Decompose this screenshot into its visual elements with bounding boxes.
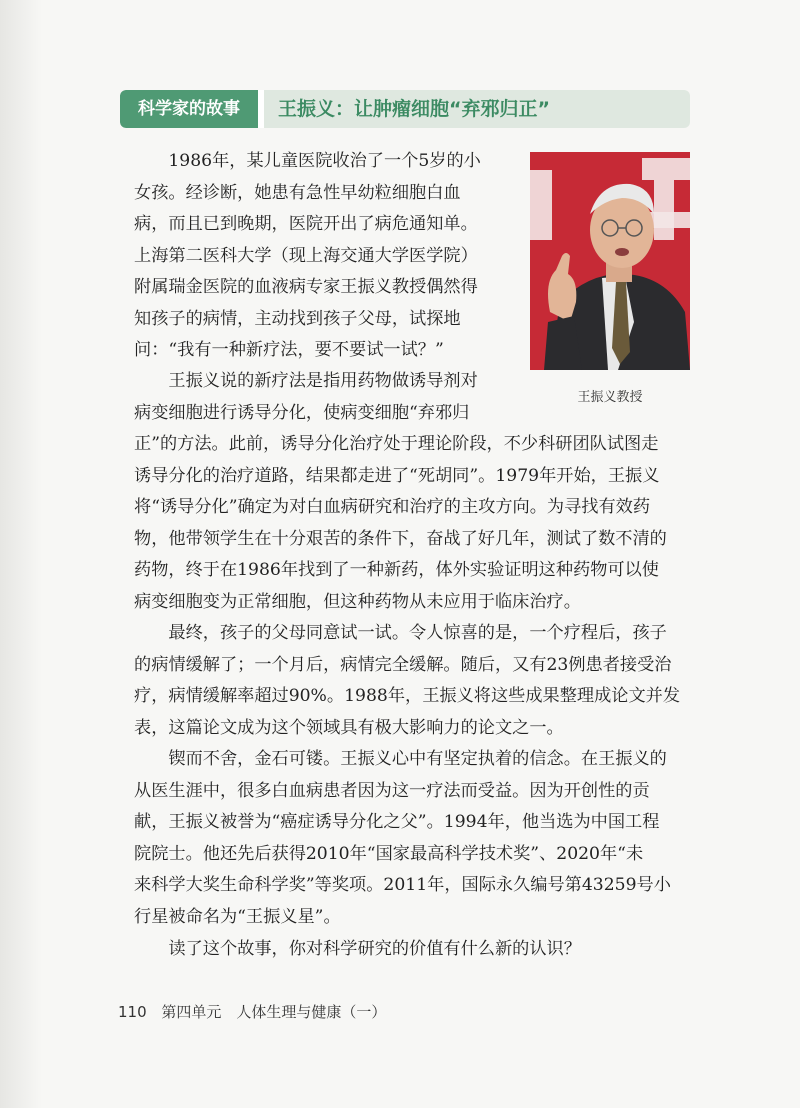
text-line: 最终，孩子的父母同意试一试。令人惊喜的是，一个疗程后，孩子 (134, 623, 667, 643)
text-line: 正”的方法。此前，诱导分化治疗处于理论阶段，不少科研团队试图走 (134, 434, 659, 454)
section-header (120, 90, 690, 128)
text-line: 药物，终于在1986年找到了一种新药，体外实验证明这种药物可以使 (134, 560, 659, 580)
text-line: 物，他带领学生在十分艰苦的条件下，奋战了好几年，测试了数不清的 (134, 528, 667, 549)
page-number: 110 (118, 1003, 147, 1021)
text-line: 院院士。他还先后获得2010年“国家最高科学技术奖”、2020年“未 (134, 843, 644, 864)
professor-photo (530, 152, 690, 370)
header-divider (258, 90, 264, 128)
text-line: 王振义说的新疗法是指用药物做诱导剂对 (134, 371, 478, 391)
text-line: 行星被命名为“王振义星”。 (134, 906, 341, 927)
text-line: 将“诱导分化”确定为对白血病研究和治疗的主攻方向。为寻找有效药 (134, 497, 651, 517)
text-line: 来科学大奖生命科学奖”等奖项。2011年，国际永久编号第43259号小 (134, 875, 671, 895)
text-line: 病，而且已到晚期，医院开出了病危通知单。 (134, 214, 478, 234)
text-line: 上海第二医科大学（现上海交通大学医学院） (134, 245, 478, 266)
text-line: 诱导分化的治疗道路，结果都走进了“死胡同”。1979年开始，王振义 (134, 465, 660, 486)
text-line: 献，王振义被誉为“癌症诱导分化之父”。1994年，他当选为中国工程 (134, 812, 660, 832)
text-line: 疗，病情缓解率超过90%。1988年，王振义将这些成果整理成论文并发 (134, 686, 681, 706)
portrait-illustration (530, 152, 690, 370)
text-line: 读了这个故事，你对科学研究的价值有什么新的认识？ (134, 939, 581, 959)
text-line: 女孩。经诊断，她患有急性早幼粒细胞白血 (134, 182, 461, 203)
paragraph-2 (134, 366, 667, 618)
paragraph-3 (134, 618, 680, 744)
section-tag: 科学家的故事 (120, 90, 258, 128)
text-line: 附属瑞金医院的血液病专家王振义教授偶然得 (134, 277, 478, 297)
text-line: 表，这篇论文成为这个领域具有极大影响力的论文之一。 (134, 717, 564, 738)
paragraph-4 (134, 744, 671, 933)
text-line: 病变细胞变为正常细胞，但这种药物从未应用于临床治疗。 (134, 591, 581, 612)
page-edge-shadow (0, 0, 42, 1108)
unit-title: 第四单元 人体生理与健康（一） (161, 1003, 387, 1021)
story-title: 王振义：让肿瘤细胞“弃邪归正” (278, 98, 550, 120)
text-line: 的病情缓解了；一个月后，病情完全缓解。随后，又有23例患者接受治 (134, 654, 672, 675)
text-line: 问：“我有一种新疗法，要不要试一试？” (134, 340, 444, 360)
text-line: 知孩子的病情，主动找到孩子父母，试探地 (134, 308, 461, 329)
photo-caption: 王振义教授 (577, 390, 643, 405)
page-footer (118, 1001, 386, 1022)
text-line: 1986年，某儿童医院收治了一个5岁的小 (134, 151, 481, 171)
paragraph-1 (134, 146, 481, 367)
text-line: 从医生涯中，很多白血病患者因为这一疗法而受益。因为开创性的贡 (134, 780, 650, 801)
text-line: 病变细胞进行诱导分化，使病变细胞“弃邪归 (134, 402, 470, 423)
text-line: 锲而不舍，金石可镂。王振义心中有坚定执着的信念。在王振义的 (134, 749, 667, 769)
paragraph-5 (134, 934, 581, 966)
